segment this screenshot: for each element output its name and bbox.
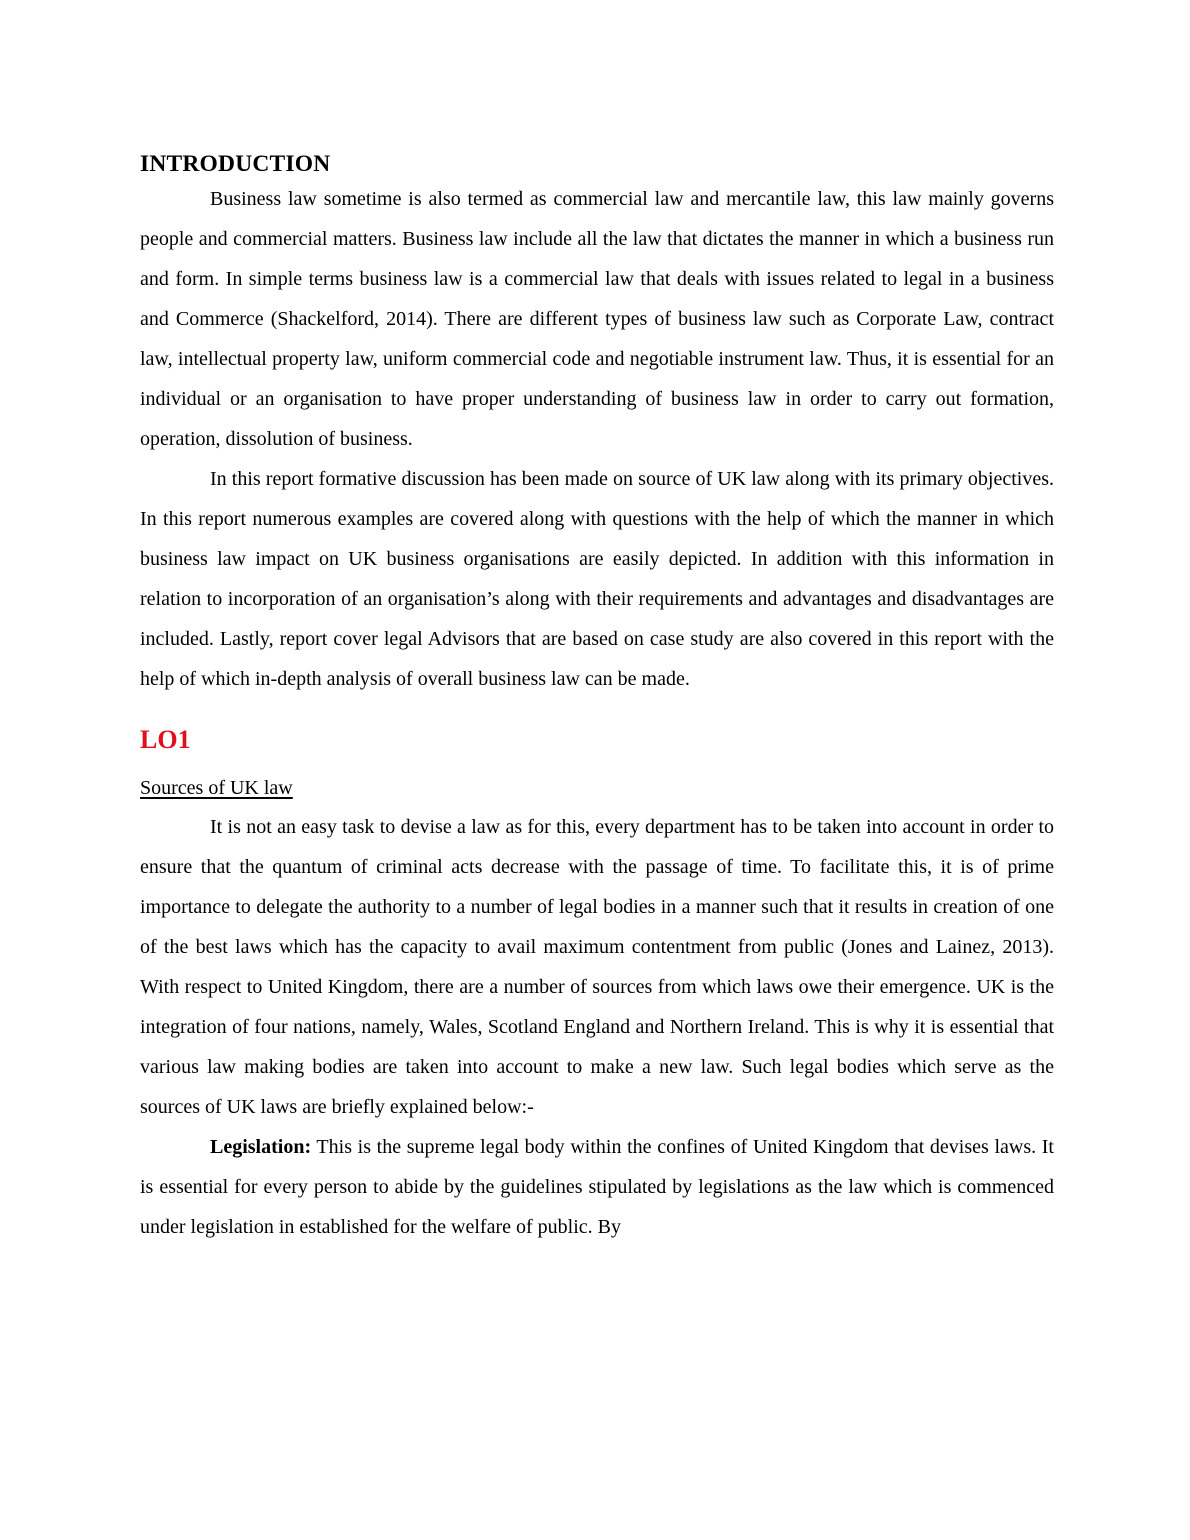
- paragraph-introduction-1: Business law sometime is also termed as commercial law and mercantile law, this law mainly governs people and commercial matters. Business law include all the law that dictates the manner in which a business run and form. In simple terms business law is a commercial law that deals with issues related to legal in a business and Commerce (Shackelford, 2014). There are different types of business law such as Corporate Law, contract law, intellectual property law, uniform commercial code and negotiable instrument law. Thus, it is essential for an individual or an organisation to have proper understanding of business law in order to carry out formation, operation, dissolution of business.: [140, 188, 1054, 451]
- page-title: INTRODUCTION: [140, 151, 331, 177]
- paragraph-sources-1: It is not an easy task to devise a law as for this, every department has to be taken into account in order to ensure that the quantum of criminal acts decrease with the passage of time. To facilitate this, it is of prime importance to delegate the authority to a number of legal bodies in a manner such that it results in creation of one of the best laws which has the capacity to avail maximum contentment from public (Jones and Lainez, 2013). With respect to United Kingdom, there are a number of sources from which laws owe their emergence. UK is the integration of four nations, namely, Wales, Scotland England and Northern Ireland. This is why it is essential that various law making bodies are taken into account to make a new law. Such legal bodies which serve as the sources of UK laws are briefly explained below:-: [140, 816, 1054, 1119]
- section-heading-lo1: LO1: [140, 725, 191, 755]
- subsection-heading-sources-of-uk-law: Sources of UK law: [140, 777, 293, 800]
- document-content: [140, 150, 1054, 1247]
- legislation-body: This is the supreme legal body within the confines of United Kingdom that devises laws. It is essential for every person to abide by the guidelines stipulated by legislations as the law which is commenced under legislation in established for the welfare of public. By: [140, 1136, 1054, 1239]
- legislation-label: Legislation:: [210, 1136, 312, 1159]
- paragraph-legislation: [140, 1127, 1054, 1247]
- paragraph-introduction-2: In this report formative discussion has been made on source of UK law along with its primary objectives. In this report numerous examples are covered along with questions with the help of which the manner in which business law impact on UK business organisations are easily depicted. In addition with this information in relation to incorporation of an organisation’s along with their requirements and advantages and disadvantages are included. Lastly, report cover legal Advisors that are based on case study are also covered in this report with the help of which in-depth analysis of overall business law can be made.: [140, 468, 1054, 691]
